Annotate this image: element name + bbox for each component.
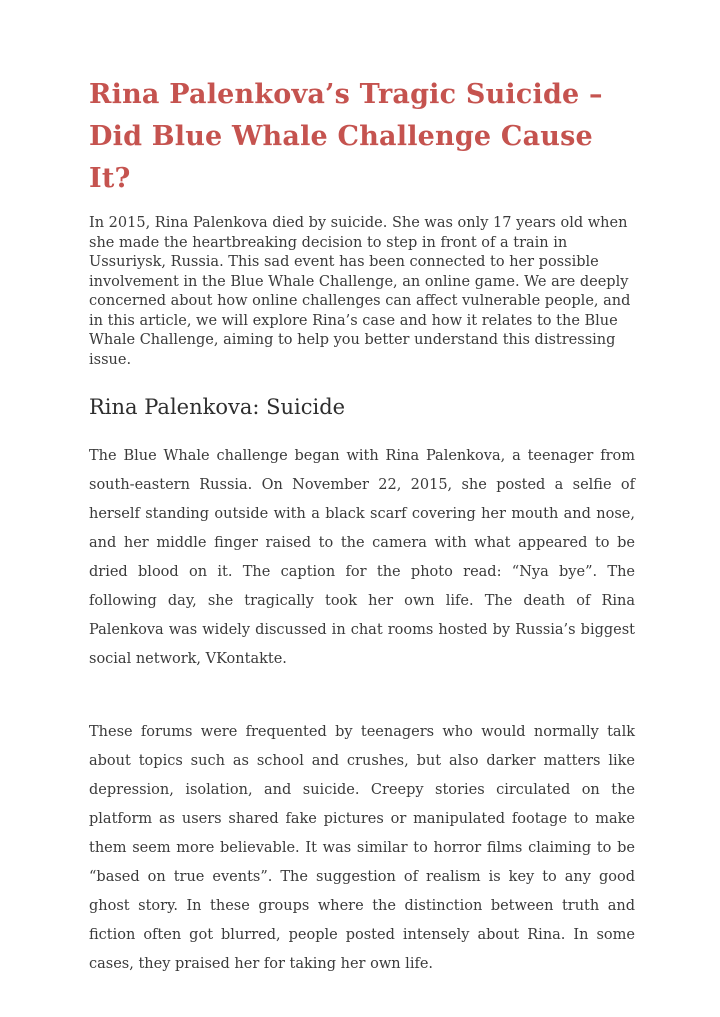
section-heading: Rina Palenkova: Suicide xyxy=(89,395,346,419)
body-paragraph: These forums were frequented by teenagers who would normally talk about topics such as school and crushes, but also darker matters like depression, isolation, and suicide. Creepy stories circulated on the platform as users shared fake pictures or manipulated footage to make them seem more believable. It was similar to horror films claiming to be “based on true events”. The suggestion of realism is key to any good ghost story. In these groups where the distinction between truth and fiction often got blurred, people posted intensely about Rina. In some cases, they praised her for taking her own life. xyxy=(89,724,635,972)
body-paragraph: The Blue Whale challenge began with Rina Palenkova, a teenager from south-eastern Russia. On November 22, 2015, she posted a selfie of herself standing outside with a black scarf covering her mouth and nose, and her middle finger raised to the camera with what appeared to be dried blood on it. The caption for the photo read: “Nya bye”. The following day, she tragically took her own life. The death of Rina Palenkova was widely discussed in chat rooms hosted by Russia’s biggest social network, VKontakte. xyxy=(89,448,635,667)
article xyxy=(89,74,635,979)
intro-paragraph: In 2015, Rina Palenkova died by suicide. She was only 17 years old when she made the heartbreaking decision to step in front of a train in Ussuriysk, Russia. This sad event has been connected to her possible involvement in the Blue Whale Challenge, an online game. We are deeply concerned about how online challenges can affect vulnerable people, and in this article, we will explore Rina’s case and how it relates to the Blue Whale Challenge, aiming to help you better understand this distressing issue. xyxy=(89,215,631,368)
article-title: Rina Palenkova’s Tragic Suicide – Did Blue Whale Challenge Cause It? xyxy=(89,79,603,194)
